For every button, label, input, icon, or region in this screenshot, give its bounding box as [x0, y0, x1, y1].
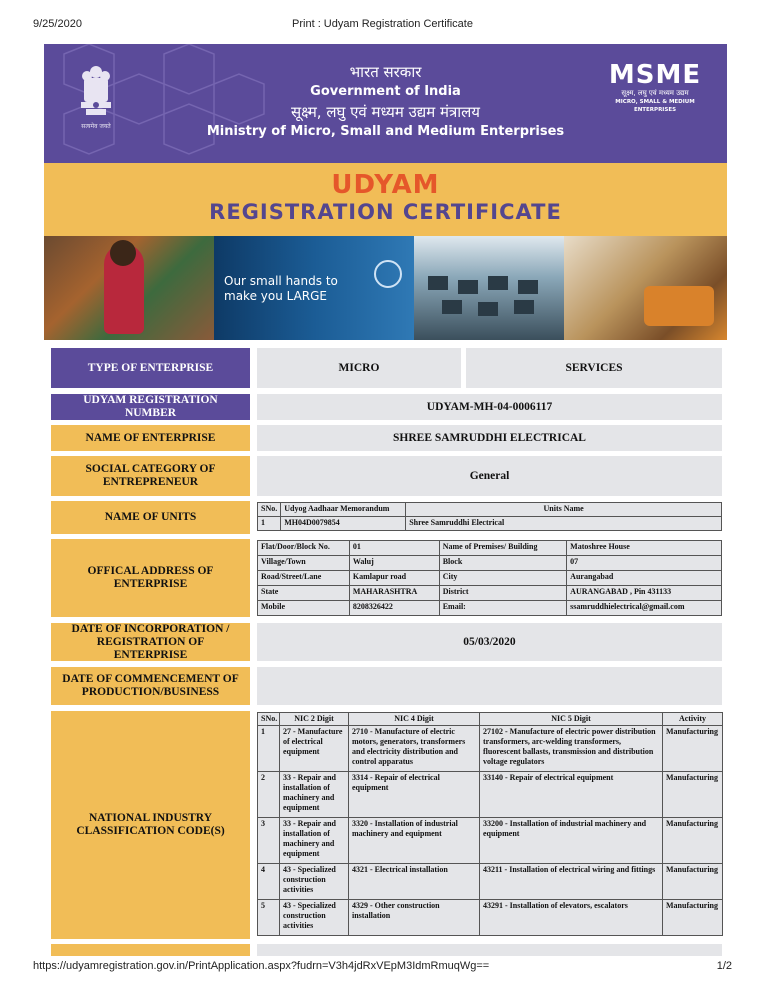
- table-row: [258, 541, 722, 556]
- nic-cell: 43 - Specialized construction activities: [280, 900, 349, 936]
- nic-cell: 5: [258, 900, 280, 936]
- emblem-caption: सत्यमेव जयते: [81, 123, 111, 130]
- address-cell: City: [439, 571, 566, 586]
- table-row: [258, 772, 723, 818]
- type-value-services: SERVICES: [466, 348, 722, 388]
- nic-cell: Manufacturing: [663, 864, 723, 900]
- units-cell: Shree Samruddhi Electrical: [406, 517, 722, 531]
- nic-table-body: [258, 726, 723, 936]
- address-cell: Flat/Door/Block No.: [258, 541, 350, 556]
- nic-table-header: [258, 713, 723, 726]
- nic-header-sno: SNo.: [258, 713, 280, 726]
- banner-gov: Government of India: [310, 84, 461, 99]
- banner-hindi-ministry: सूक्ष्म, लघु एवं मध्यम उद्यम मंत्रालय: [291, 103, 480, 121]
- units-header-sno: SNo.: [258, 503, 281, 517]
- print-footer: [33, 960, 732, 974]
- address-cell: Aurangabad: [567, 571, 722, 586]
- social-category-label: SOCIAL CATEGORY OF ENTREPRENEUR: [51, 456, 250, 496]
- table-row: [258, 517, 722, 531]
- address-cell: Email:: [439, 601, 566, 616]
- name-of-enterprise-value: SHREE SAMRUDDHI ELECTRICAL: [257, 425, 722, 451]
- nic-cell: 1: [258, 726, 280, 772]
- nic-cell: 4: [258, 864, 280, 900]
- msme-logo-hindi: सूक्ष्म, लघु एवं मध्यम उद्यम: [621, 89, 689, 97]
- nic-header-2digit: NIC 2 Digit: [280, 713, 349, 726]
- next-section-label: [51, 944, 250, 956]
- units-header-name: Units Name: [406, 503, 722, 517]
- date-of-commencement-label: DATE OF COMMENCEMENT OF PRODUCTION/BUSINESS: [51, 667, 250, 705]
- banner-photo-strip: [44, 236, 727, 340]
- print-title: Print : Udyam Registration Certificate: [292, 18, 473, 30]
- table-row: [258, 571, 722, 586]
- office-photo: [414, 236, 564, 340]
- type-of-enterprise-label: TYPE OF ENTERPRISE: [51, 348, 250, 388]
- nic-cell: 33200 - Installation of industrial machinery and equipment: [480, 818, 663, 864]
- address-cell: District: [439, 586, 566, 601]
- address-cell: Waluj: [349, 556, 439, 571]
- print-url: https://udyamregistration.gov.in/PrintApplication.aspx?fudrn=V3h4jdRxVEpM3IdmRmuqWg==: [33, 960, 490, 972]
- msme-logo-sub: MICRO, SMALL & MEDIUM ENTERPRISES: [615, 99, 695, 113]
- certificate-title-registration: REGISTRATION CERTIFICATE: [209, 200, 562, 224]
- nic-cell: 3: [258, 818, 280, 864]
- nic-cell: 43291 - Installation of elevators, escalators: [480, 900, 663, 936]
- banner-slogan: Our small hands to make you LARGE: [224, 274, 338, 303]
- address-table-body: [258, 541, 722, 616]
- nic-cell: 27 - Manufacture of electrical equipment: [280, 726, 349, 772]
- address-cell: Mobile: [258, 601, 350, 616]
- certificate-title-band: [44, 163, 727, 236]
- address-cell: Block: [439, 556, 566, 571]
- nic-cell: 2710 - Manufacture of electric motors, generators, transformers and electricity distribution and control apparatus: [349, 726, 480, 772]
- print-date: 9/25/2020: [33, 18, 82, 30]
- table-row: [258, 818, 723, 864]
- nic-cell: 27102 - Manufacture of electric power distribution transformers, arc-welding transformers, fluorescent ballasts, transmission and distribution voltage regulators: [480, 726, 663, 772]
- nic-cell: 4329 - Other construction installation: [349, 900, 480, 936]
- name-of-units-label: NAME OF UNITS: [51, 501, 250, 534]
- nic-cell: 4321 - Electrical installation: [349, 864, 480, 900]
- udyam-registration-number-label: UDYAM REGISTRATION NUMBER: [51, 394, 250, 420]
- type-value-micro: MICRO: [257, 348, 461, 388]
- nic-cell: 33 - Repair and installation of machinery and equipment: [280, 772, 349, 818]
- print-header: [33, 18, 732, 32]
- nic-cell: 3320 - Installation of industrial machinery and equipment: [349, 818, 480, 864]
- certificate-title-udyam: UDYAM: [331, 170, 440, 200]
- units-header-uam: Udyog Aadhaar Memorandum: [281, 503, 406, 517]
- address-cell: Matoshree House: [567, 541, 722, 556]
- address-cell: ssamruddhielectrical@gmail.com: [567, 601, 722, 616]
- address-cell: MAHARASHTRA: [349, 586, 439, 601]
- address-cell: Name of Premises/ Building: [439, 541, 566, 556]
- units-table: [257, 502, 722, 531]
- nic-header-4digit: NIC 4 Digit: [349, 713, 480, 726]
- table-row: [258, 556, 722, 571]
- address-cell: 01: [349, 541, 439, 556]
- nic-cell: 33140 - Repair of electrical equipment: [480, 772, 663, 818]
- msme-logo-word: MSME: [608, 60, 702, 90]
- table-row: [258, 864, 723, 900]
- social-category-value: General: [257, 456, 722, 496]
- name-of-enterprise-label: NAME OF ENTERPRISE: [51, 425, 250, 451]
- msme-logo: [603, 62, 707, 114]
- address-cell: Kamlapur road: [349, 571, 439, 586]
- banner-hindi-gov: भारत सरकार: [349, 63, 422, 81]
- units-cell: 1: [258, 517, 281, 531]
- address-cell: 8208326422: [349, 601, 439, 616]
- address-cell: State: [258, 586, 350, 601]
- farmer-machinery-photo: [564, 236, 727, 340]
- table-row: [258, 726, 723, 772]
- units-cell: MH04D0079854: [281, 517, 406, 531]
- date-of-commencement-value: [257, 667, 722, 705]
- nic-cell: Manufacturing: [663, 900, 723, 936]
- table-row: [258, 586, 722, 601]
- nic-cell: Manufacturing: [663, 772, 723, 818]
- address-table: [257, 540, 722, 616]
- date-of-incorporation-value: 05/03/2020: [257, 623, 722, 661]
- nic-cell: Manufacturing: [663, 818, 723, 864]
- government-banner: [44, 44, 727, 163]
- chakra-icon: [374, 260, 402, 288]
- nic-cell: 2: [258, 772, 280, 818]
- banner-ministry: Ministry of Micro, Small and Medium Enterprises: [206, 124, 565, 139]
- address-cell: 07: [567, 556, 722, 571]
- date-of-incorporation-label: DATE OF INCORPORATION / REGISTRATION OF ENTERPRISE: [51, 623, 250, 661]
- table-row: [258, 900, 723, 936]
- table-row: [258, 601, 722, 616]
- nic-cell: 43211 - Installation of electrical wiring and fittings: [480, 864, 663, 900]
- nic-cell: Manufacturing: [663, 726, 723, 772]
- nic-cell: 43 - Specialized construction activities: [280, 864, 349, 900]
- official-address-label: OFFICAL ADDRESS OF ENTERPRISE: [51, 539, 250, 617]
- nic-table: [257, 712, 723, 936]
- nic-header-5digit: NIC 5 Digit: [480, 713, 663, 726]
- address-cell: Village/Town: [258, 556, 350, 571]
- nic-header-activity: Activity: [663, 713, 723, 726]
- artisan-photo: [44, 236, 214, 340]
- address-cell: AURANGABAD , Pin 431133: [567, 586, 722, 601]
- print-page-number: 1/2: [716, 960, 732, 972]
- next-section-value: [257, 944, 722, 956]
- nic-codes-label: NATIONAL INDUSTRY CLASSIFICATION CODE(S): [51, 711, 250, 939]
- address-cell: Road/Street/Lane: [258, 571, 350, 586]
- nic-cell: 3314 - Repair of electrical equipment: [349, 772, 480, 818]
- udyam-registration-number-value: UDYAM-MH-04-0006117: [257, 394, 722, 420]
- units-table-header: [258, 503, 722, 517]
- nic-cell: 33 - Repair and installation of machinery and equipment: [280, 818, 349, 864]
